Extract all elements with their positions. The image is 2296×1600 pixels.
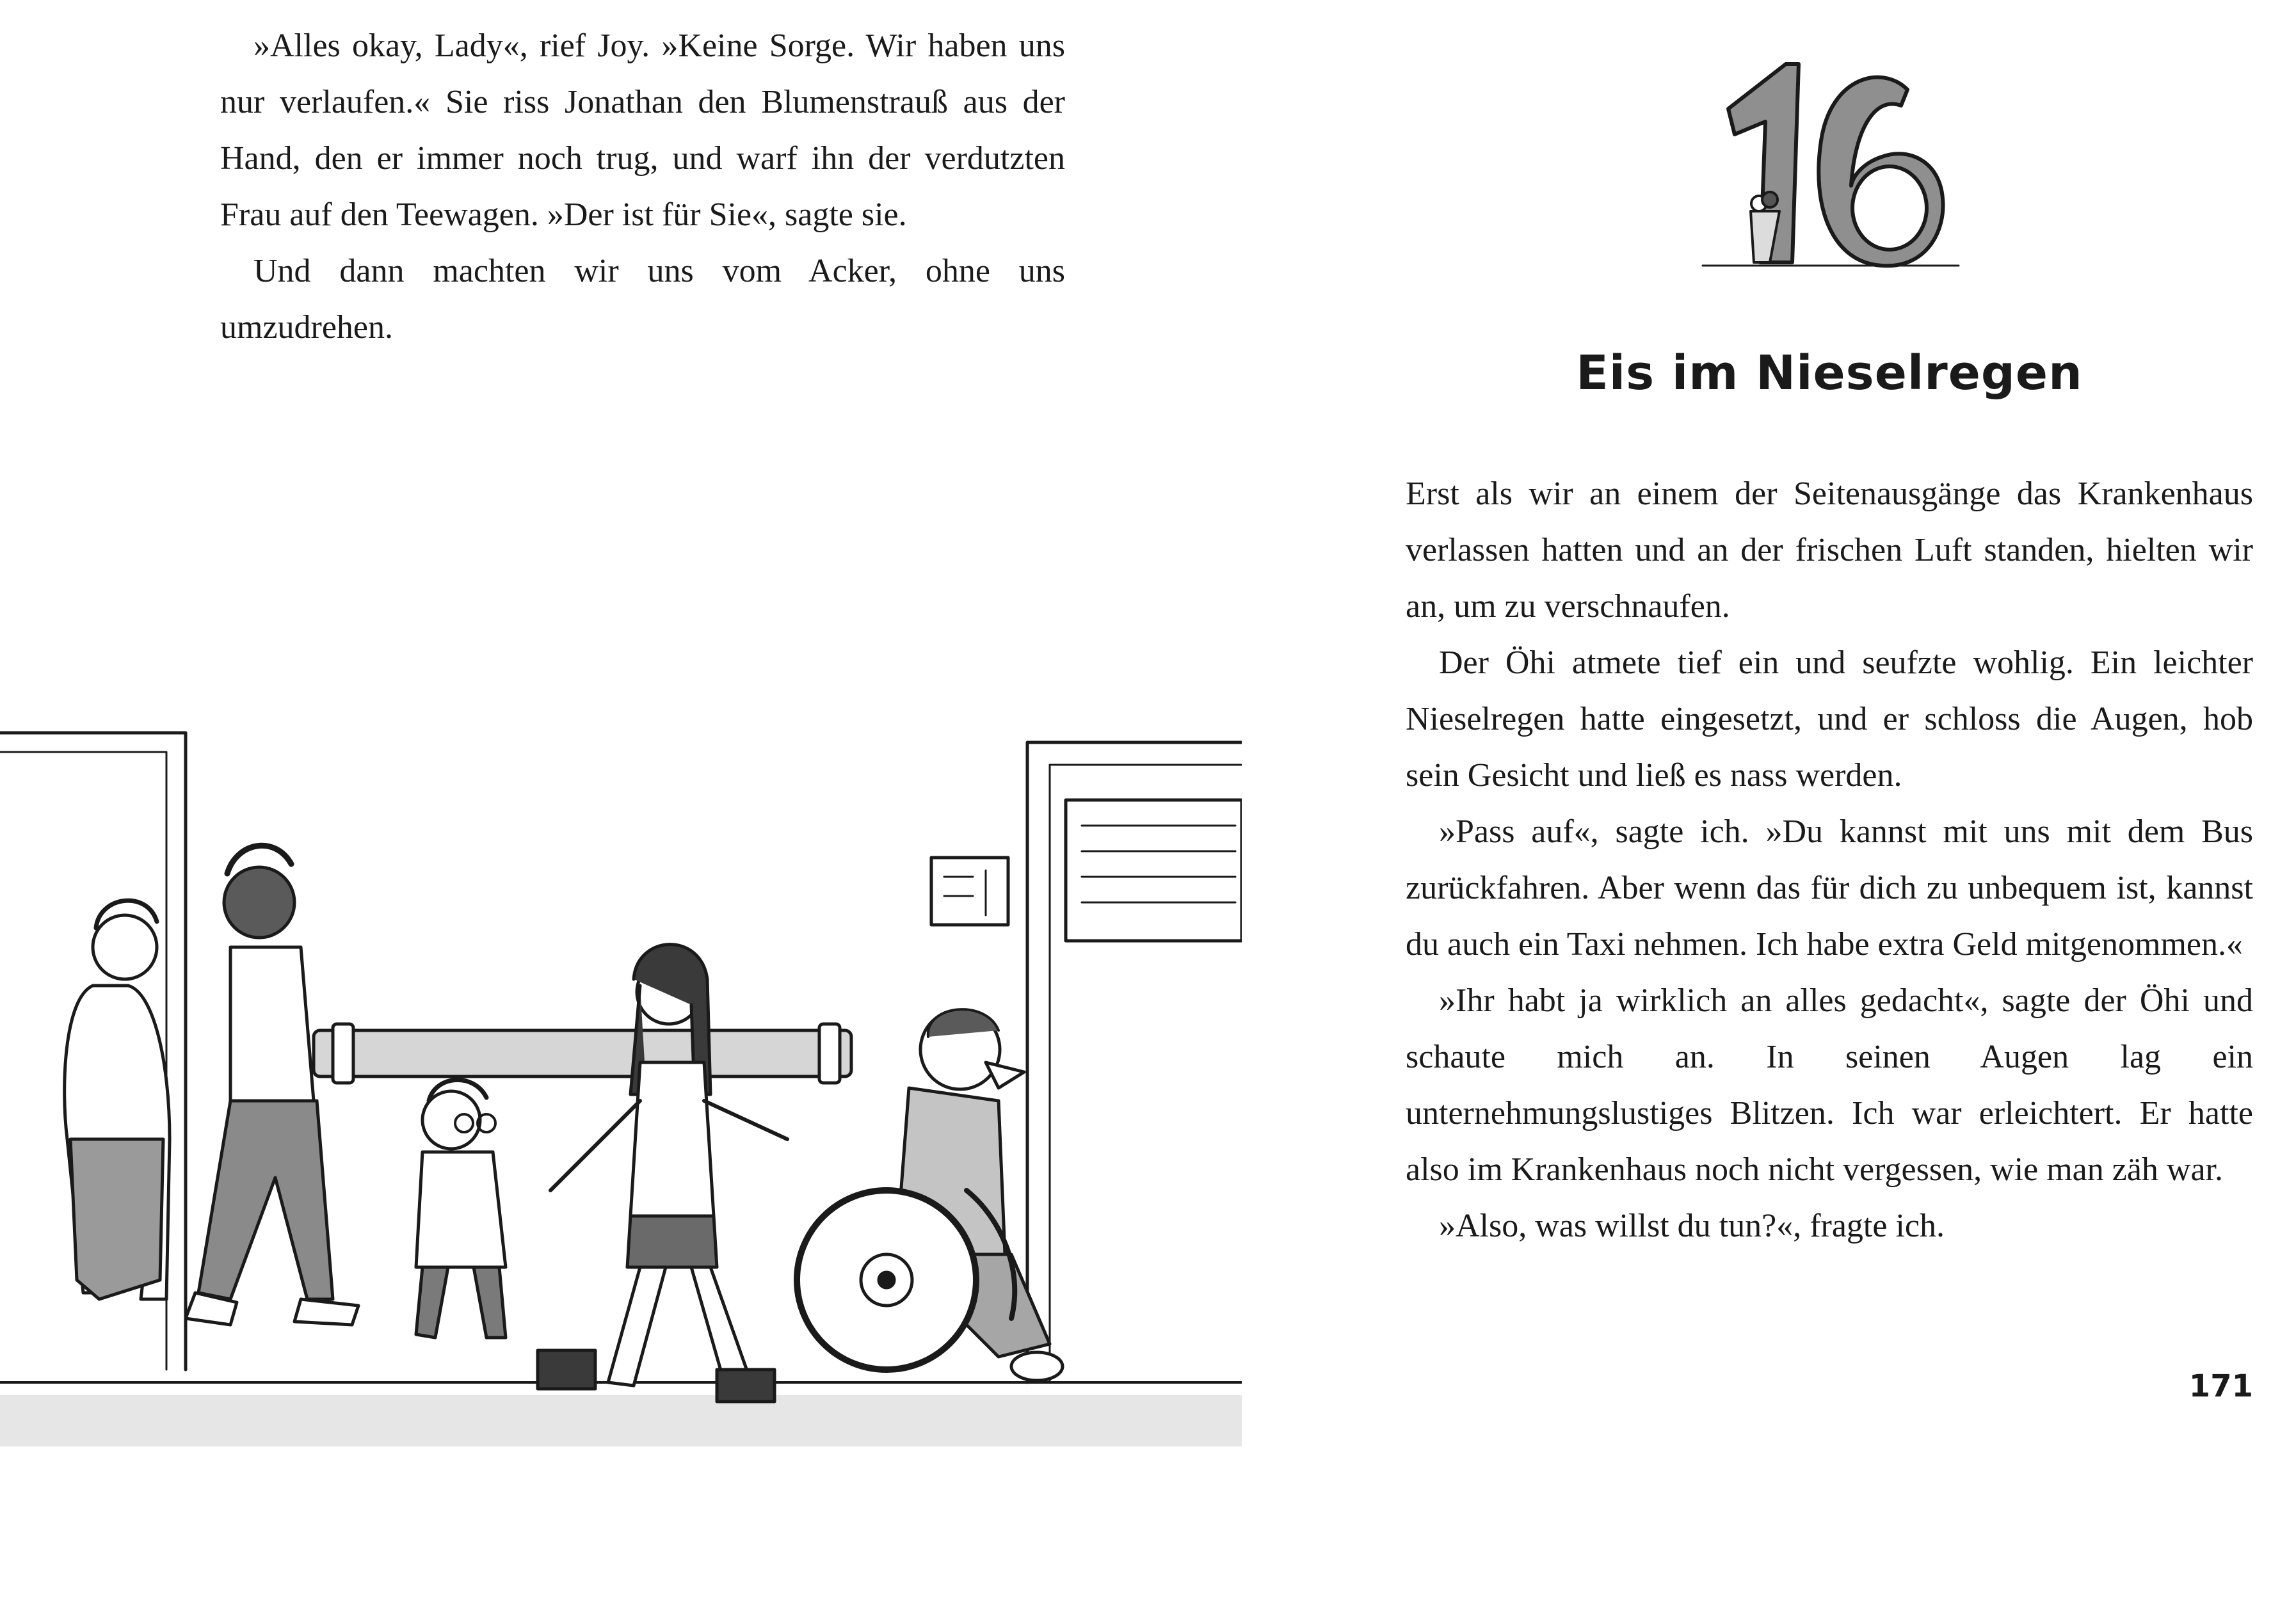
right-paragraph-4: »Ihr habt ja wirklich an alles gedacht«, sagte der Öhi und schaute mich an. In seinen Augen lag ein unternehmungslustiges Blitzen. Ich war erleichtert. Er hatte also im Krankenhaus noch nicht vergessen, wie man zäh war. [1406, 982, 2253, 1188]
notice-board [1066, 800, 1242, 941]
girl-top [230, 947, 314, 1101]
left-paragraph-1: »Alles okay, Lady«, rief Joy. »Keine Sorge. Wir haben uns nur verlaufen.« Sie riss Jonathan den Blumenstrauß aus der Hand, den er immer noch trug, und warf ihn der verdutzten Frau auf den Teewagen. »Der ist für Sie«, sagte sie. [220, 28, 1065, 233]
hand-rail [314, 1030, 851, 1076]
left-paragraph-2: Und dann machten wir uns vom Acker, ohne uns umzudrehen. [220, 253, 1065, 346]
chapter-number-illustration [1690, 51, 1971, 294]
page-number: 171 [2188, 1368, 2253, 1404]
floor-wash [0, 1395, 1242, 1446]
hospital-corridor-illustration [0, 704, 1242, 1472]
boy-head [93, 915, 157, 979]
right-paragraph-2: Der Öhi atmete tief ein und seufzte wohlig. Ein leichter Nieselregen hatte eingesetzt, und er schloss die Augen, hob sein Gesicht und ließ es nass werden. [1406, 644, 2253, 794]
left-page-text [220, 18, 1065, 356]
teen-girl-skirt [627, 1216, 717, 1267]
right-page-text [1406, 466, 2253, 1254]
chapter-title: Eis im Nieselregen [1576, 346, 2083, 401]
girl-trousers [198, 1101, 333, 1299]
right-paragraph-3: »Pass auf«, sagte ich. »Du kannst mit uns mit dem Bus zurückfahren. Aber wenn das für dich zu unbequem ist, kannst du auch ein Taxi nehmen. Ich habe extra Geld mitgenommen.« [1406, 813, 2253, 963]
child-body [416, 1152, 506, 1267]
chapter-number-text: 16 [1824, 291, 1825, 292]
right-paragraph-1: Erst als wir an einem der Seitenausgänge das Krankenhaus verlassen hatten und an der frischen Luft standen, hielten wir an, um zu verschnaufen. [1406, 476, 2253, 625]
right-paragraph-5: »Also, was willst du tun?«, fragte ich. [1439, 1208, 1945, 1244]
girl-head [224, 867, 294, 938]
wall-box [931, 858, 1008, 925]
teen-girl-top [630, 1062, 714, 1216]
boy-trousers [70, 1139, 163, 1299]
